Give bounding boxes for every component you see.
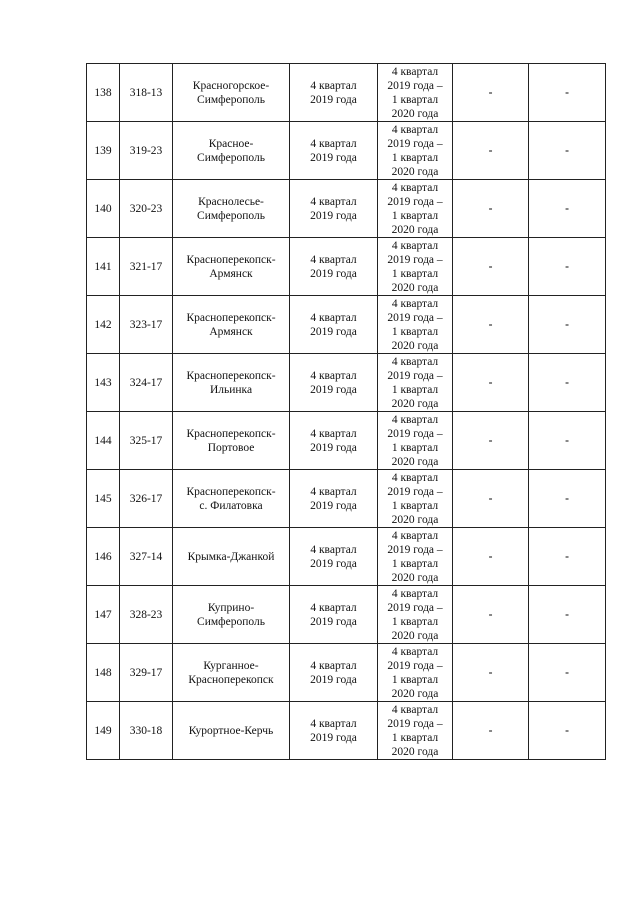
empty-value-cell: - [529, 354, 606, 412]
empty-value-cell: - [453, 354, 529, 412]
route-code-cell: 323-17 [120, 296, 173, 354]
period-cell: 4 квартал 2019 года [290, 64, 378, 122]
row-number-cell: 143 [87, 354, 120, 412]
table-row [87, 644, 606, 702]
table-row [87, 180, 606, 238]
route-name-cell: Красноперекопск- Армянск [173, 296, 290, 354]
row-number-cell: 141 [87, 238, 120, 296]
empty-value-cell: - [453, 238, 529, 296]
period-cell: 4 квартал 2019 года [290, 354, 378, 412]
route-code-cell: 318-13 [120, 64, 173, 122]
term-cell: 4 квартал 2019 года – 1 квартал 2020 года [378, 528, 453, 586]
route-name-cell: Красноперекопск- Армянск [173, 238, 290, 296]
route-code-cell: 319-23 [120, 122, 173, 180]
empty-value-cell: - [529, 64, 606, 122]
table-row [87, 412, 606, 470]
route-name-cell: Красноперекопск- с. Филатовка [173, 470, 290, 528]
table-row [87, 702, 606, 760]
route-code-cell: 326-17 [120, 470, 173, 528]
row-number-cell: 145 [87, 470, 120, 528]
term-cell: 4 квартал 2019 года – 1 квартал 2020 года [378, 180, 453, 238]
row-number-cell: 148 [87, 644, 120, 702]
table-row [87, 470, 606, 528]
empty-value-cell: - [453, 296, 529, 354]
route-code-cell: 329-17 [120, 644, 173, 702]
row-number-cell: 146 [87, 528, 120, 586]
table-row [87, 354, 606, 412]
term-cell: 4 квартал 2019 года – 1 квартал 2020 года [378, 644, 453, 702]
term-cell: 4 квартал 2019 года – 1 квартал 2020 года [378, 122, 453, 180]
route-name-cell: Красногорское- Симферополь [173, 64, 290, 122]
period-cell: 4 квартал 2019 года [290, 238, 378, 296]
empty-value-cell: - [453, 122, 529, 180]
empty-value-cell: - [529, 238, 606, 296]
table-row [87, 586, 606, 644]
term-cell: 4 квартал 2019 года – 1 квартал 2020 года [378, 354, 453, 412]
route-name-cell: Красноперекопск- Ильинка [173, 354, 290, 412]
empty-value-cell: - [453, 470, 529, 528]
route-code-cell: 324-17 [120, 354, 173, 412]
table-row [87, 238, 606, 296]
row-number-cell: 149 [87, 702, 120, 760]
term-cell: 4 квартал 2019 года – 1 квартал 2020 года [378, 238, 453, 296]
empty-value-cell: - [529, 180, 606, 238]
empty-value-cell: - [453, 528, 529, 586]
empty-value-cell: - [529, 470, 606, 528]
empty-value-cell: - [529, 586, 606, 644]
table-body [87, 64, 606, 760]
period-cell: 4 квартал 2019 года [290, 528, 378, 586]
row-number-cell: 140 [87, 180, 120, 238]
route-code-cell: 320-23 [120, 180, 173, 238]
route-name-cell: Курортное-Керчь [173, 702, 290, 760]
term-cell: 4 квартал 2019 года – 1 квартал 2020 года [378, 586, 453, 644]
row-number-cell: 144 [87, 412, 120, 470]
table-row [87, 64, 606, 122]
term-cell: 4 квартал 2019 года – 1 квартал 2020 года [378, 702, 453, 760]
period-cell: 4 квартал 2019 года [290, 702, 378, 760]
empty-value-cell: - [529, 412, 606, 470]
route-code-cell: 330-18 [120, 702, 173, 760]
term-cell: 4 квартал 2019 года – 1 квартал 2020 года [378, 470, 453, 528]
row-number-cell: 138 [87, 64, 120, 122]
empty-value-cell: - [529, 296, 606, 354]
empty-value-cell: - [529, 644, 606, 702]
route-name-cell: Куприно- Симферополь [173, 586, 290, 644]
route-name-cell: Краснолесье- Симферополь [173, 180, 290, 238]
period-cell: 4 квартал 2019 года [290, 180, 378, 238]
period-cell: 4 квартал 2019 года [290, 122, 378, 180]
row-number-cell: 139 [87, 122, 120, 180]
empty-value-cell: - [453, 180, 529, 238]
row-number-cell: 142 [87, 296, 120, 354]
period-cell: 4 квартал 2019 года [290, 470, 378, 528]
empty-value-cell: - [529, 528, 606, 586]
route-name-cell: Красноперекопск- Портовое [173, 412, 290, 470]
route-name-cell: Крымка-Джанкой [173, 528, 290, 586]
period-cell: 4 квартал 2019 года [290, 644, 378, 702]
empty-value-cell: - [453, 702, 529, 760]
route-code-cell: 325-17 [120, 412, 173, 470]
empty-value-cell: - [529, 702, 606, 760]
empty-value-cell: - [453, 644, 529, 702]
table-row [87, 528, 606, 586]
empty-value-cell: - [453, 586, 529, 644]
empty-value-cell: - [529, 122, 606, 180]
term-cell: 4 квартал 2019 года – 1 квартал 2020 года [378, 64, 453, 122]
route-name-cell: Курганное- Красноперекопск [173, 644, 290, 702]
term-cell: 4 квартал 2019 года – 1 квартал 2020 года [378, 412, 453, 470]
route-code-cell: 321-17 [120, 238, 173, 296]
table-row [87, 122, 606, 180]
period-cell: 4 квартал 2019 года [290, 586, 378, 644]
period-cell: 4 квартал 2019 года [290, 412, 378, 470]
empty-value-cell: - [453, 64, 529, 122]
route-name-cell: Красное- Симферополь [173, 122, 290, 180]
period-cell: 4 квартал 2019 года [290, 296, 378, 354]
empty-value-cell: - [453, 412, 529, 470]
route-schedule-table [86, 63, 606, 760]
table-row [87, 296, 606, 354]
route-code-cell: 328-23 [120, 586, 173, 644]
route-code-cell: 327-14 [120, 528, 173, 586]
row-number-cell: 147 [87, 586, 120, 644]
term-cell: 4 квартал 2019 года – 1 квартал 2020 года [378, 296, 453, 354]
